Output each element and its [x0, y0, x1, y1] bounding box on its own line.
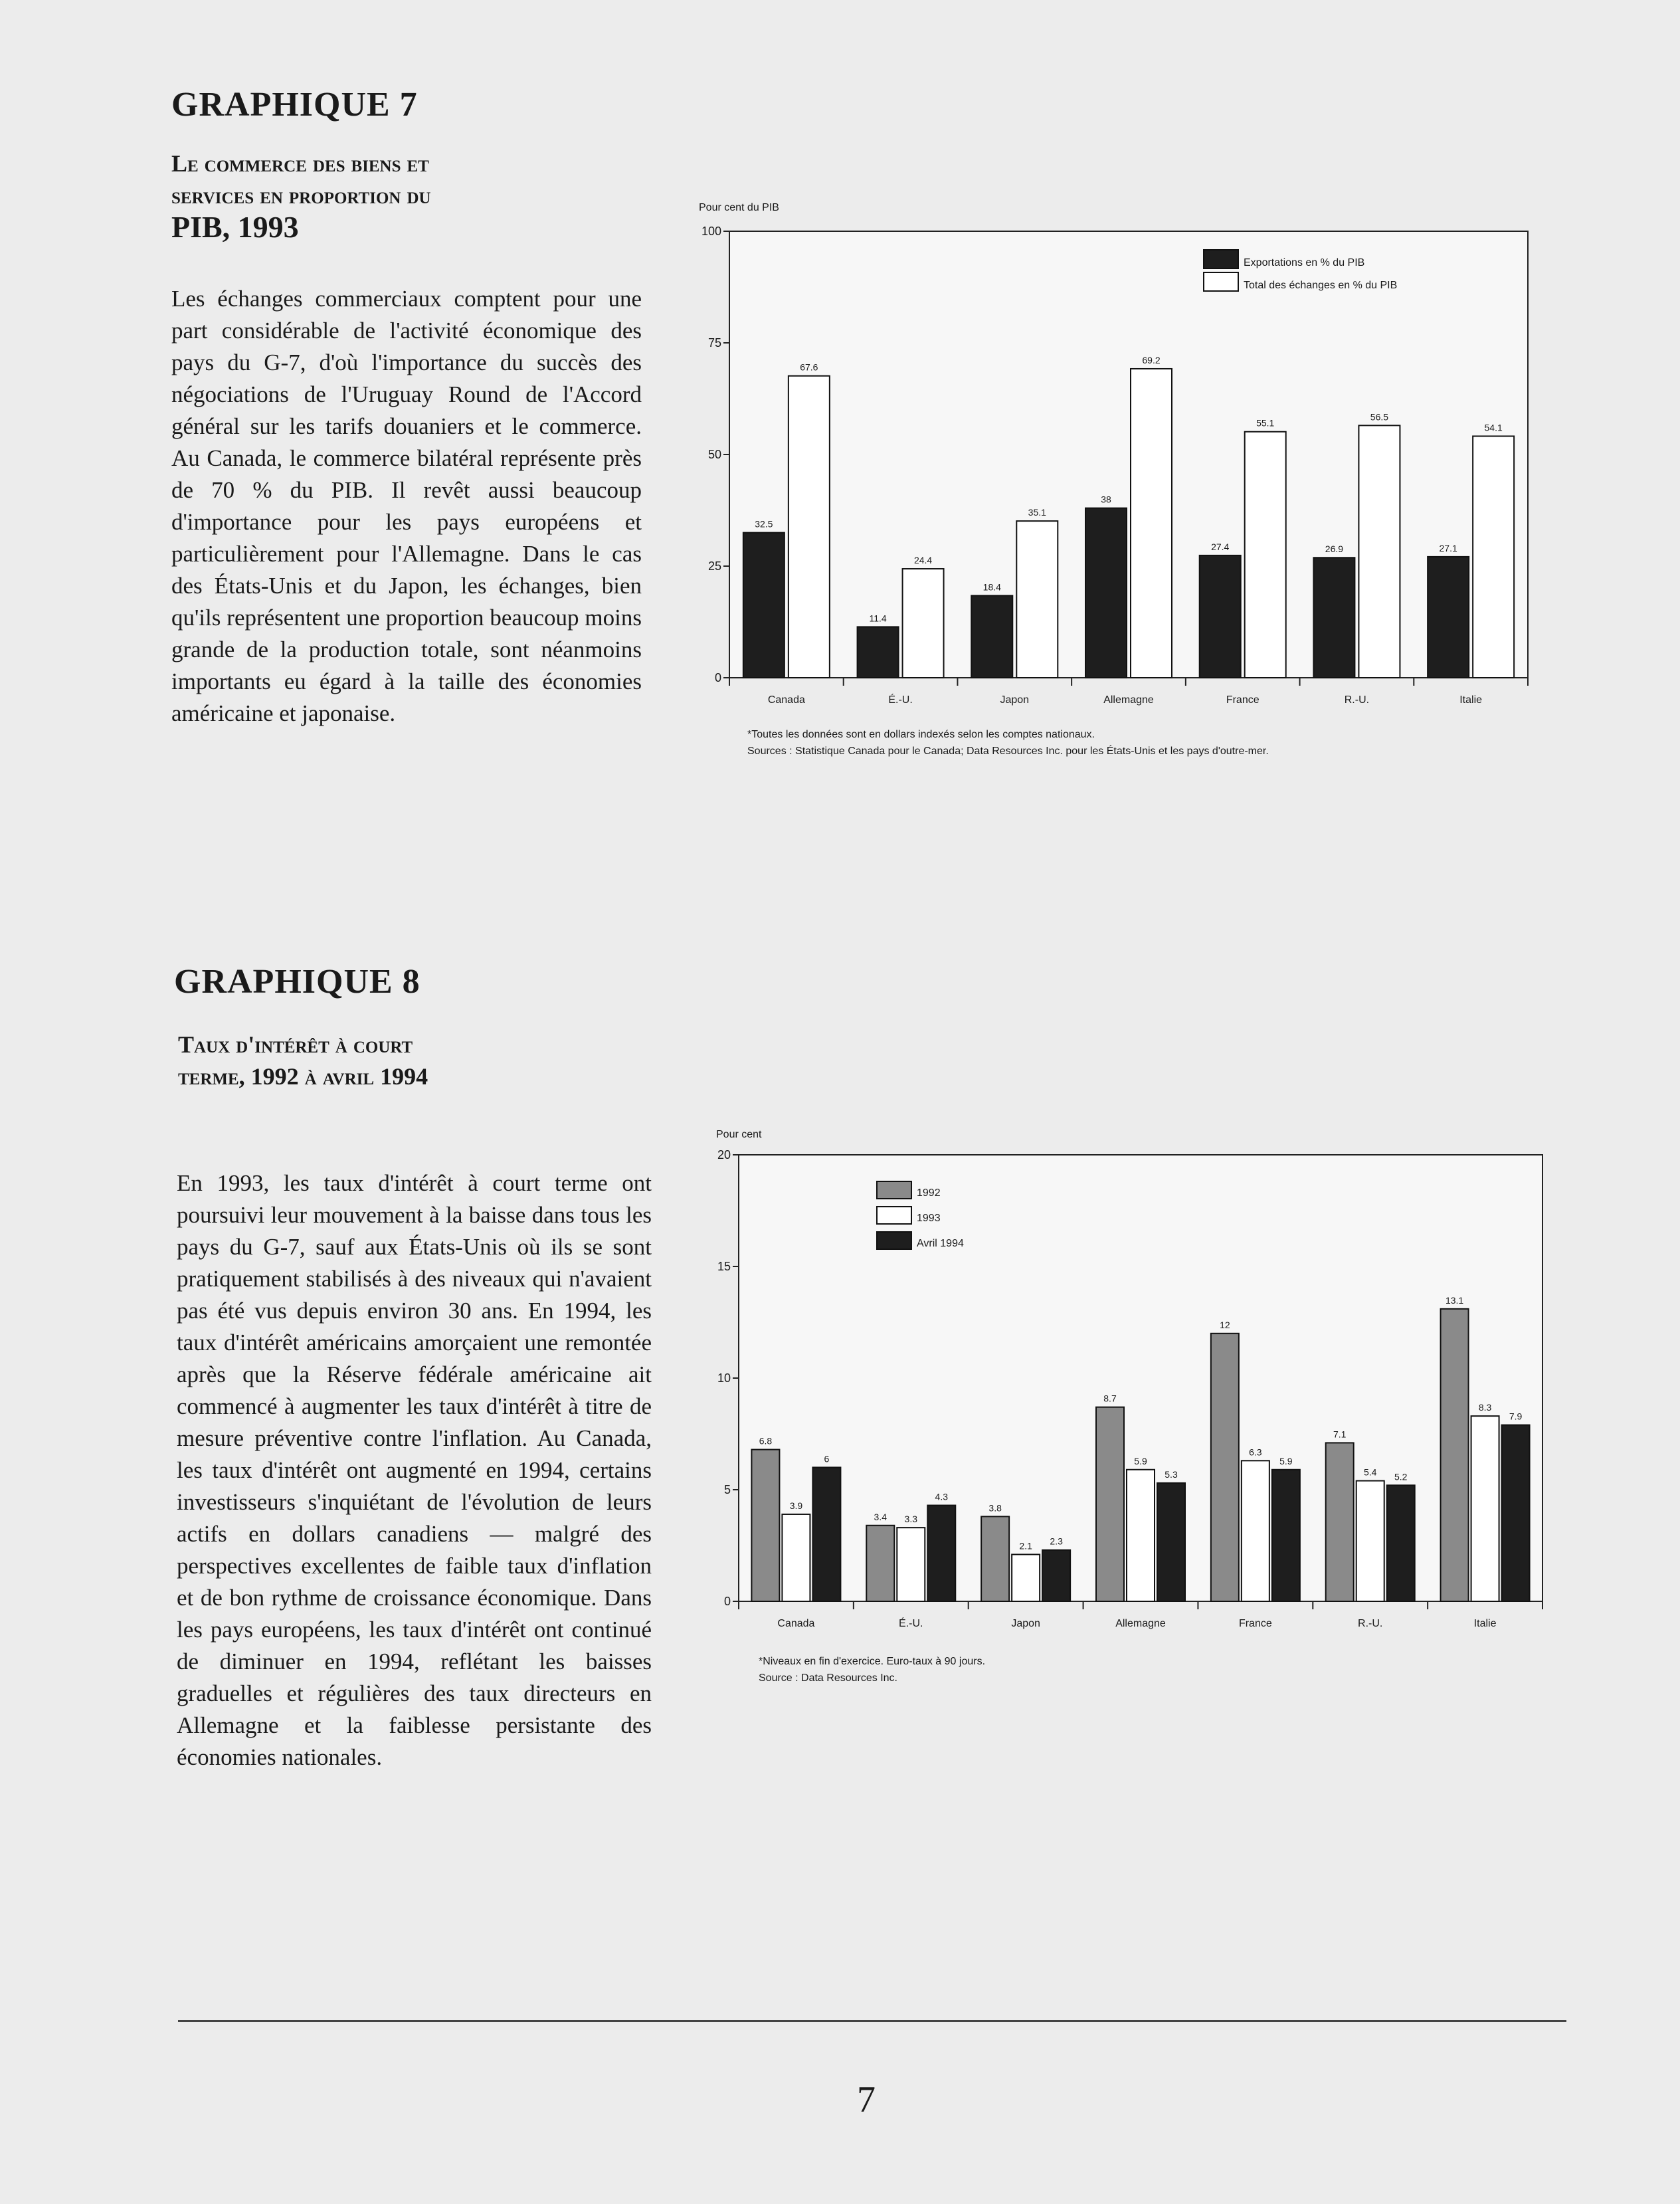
y-axis-label: Pour cent du PIB	[699, 202, 779, 213]
legend-label: Exportations en % du PIB	[1244, 257, 1365, 268]
x-tick-label: Japon	[1011, 1618, 1040, 1629]
x-tick-label: France	[1238, 1618, 1272, 1629]
legend-swatch	[877, 1181, 911, 1199]
data-label: 26.9	[1325, 544, 1344, 555]
data-label: 27.1	[1439, 542, 1457, 553]
section2-title: GRAPHIQUE 8	[174, 963, 420, 1001]
y-tick-label: 50	[707, 448, 721, 461]
bar	[1356, 1481, 1384, 1601]
bar	[1131, 369, 1172, 678]
subtitle-line: Le commerce des biens et	[171, 150, 429, 177]
legend-label: 1992	[917, 1187, 941, 1199]
y-tick-label: 10	[717, 1371, 731, 1385]
bar	[866, 1526, 894, 1601]
data-label: 8.7	[1103, 1393, 1117, 1404]
bar	[1016, 521, 1058, 678]
x-tick-label: Italie	[1459, 694, 1483, 706]
y-tick-label: 25	[707, 559, 721, 573]
data-label: 5.9	[1279, 1455, 1293, 1466]
data-label: 54.1	[1484, 422, 1503, 433]
subtitle-line: PIB, 1993	[171, 210, 299, 244]
plot-area	[717, 1148, 1542, 1629]
bar	[1096, 1407, 1124, 1601]
x-tick-label: Allemagne	[1115, 1618, 1166, 1629]
legend-label: Total des échanges en % du PIB	[1244, 280, 1398, 291]
chart-note: *Toutes les données sont en dollars indexés selon les comptes nationaux.	[747, 729, 1095, 740]
bar	[1358, 425, 1400, 678]
legend-label: 1993	[917, 1213, 941, 1224]
chart-source: Sources : Statistique Canada pour le Canada; Data Resources Inc. pour les États-Unis et les pays d'outre-mer.	[747, 746, 1269, 757]
x-tick-label: Allemagne	[1103, 694, 1154, 706]
y-tick-label: 100	[701, 225, 721, 238]
data-label: 5.2	[1394, 1471, 1408, 1482]
bar	[1085, 508, 1127, 678]
bar	[981, 1516, 1009, 1601]
bar	[1471, 1416, 1499, 1601]
chart-interest-rates	[684, 1123, 1548, 1721]
bar	[1245, 432, 1286, 678]
bar	[1441, 1309, 1469, 1601]
data-label: 69.2	[1142, 354, 1161, 365]
data-label: 67.6	[800, 361, 818, 373]
x-tick-label: Canada	[767, 694, 805, 706]
bar	[1012, 1554, 1040, 1601]
x-tick-label: É.-U.	[888, 694, 913, 706]
y-tick-label: 0	[714, 671, 721, 684]
data-label: 3.3	[904, 1514, 918, 1525]
bar	[812, 1467, 840, 1601]
y-tick-label: 75	[707, 336, 721, 350]
data-label: 5.4	[1363, 1466, 1377, 1478]
y-tick-label: 15	[717, 1260, 731, 1273]
section1-body: Les échanges commerciaux comptent pour une part considérable de l'activité économique des pays du G-7, d'où l'importance du succès des négociations de l'Uruguay Round de l'Accord général sur les tarifs douaniers et le commerce. Au Canada, le commerce bilatéral représente près de 70 % du PIB. Il revêt aussi beaucoup d'importance pour les pays européens et particulièrement pour l'Allemagne. Dans le cas des États-Unis et du Japon, les échanges, bien qu'ils représentent une proportion beaucoup moins grande de la production totale, sont néanmoins importants eu égard à la taille des économies américaine et japonaise.	[171, 286, 642, 726]
legend-swatch	[877, 1232, 911, 1249]
bar	[1428, 557, 1469, 678]
bar	[858, 627, 899, 678]
data-label: 32.5	[755, 518, 773, 530]
data-label: 11.4	[869, 613, 887, 624]
section2-body: En 1993, les taux d'intérêt à court terme ont poursuivi leur mouvement à la baisse dans tous les pays du G-7, sauf aux États-Unis où ils se sont pratiquement stabilisés à des niveaux qui n'avaient pas été vus depuis environ 30 ans. En 1994, les taux d'intérêt américains amorçaient une remontée après que la Réserve fédérale américaine ait commencé à augmenter les taux d'intérêt à titre de mesure préventive contre l'inflation. Au Canada, les taux d'intérêt ont augmenté en 1994, certains investisseurs s'inquiétant de l'évolution de leurs actifs en dollars canadiens — malgré des perspectives excellentes de faible taux d'inflation et de bon rythme de croissance économique. Dans les pays européens, les taux d'intérêt ont continué de diminuer en 1994, reflétant les baisses graduelles et régulières des taux directeurs en Allemagne et la faiblesse persistante des économies nationales.	[177, 1170, 652, 1770]
x-tick-label: France	[1226, 694, 1260, 706]
data-label: 3.9	[789, 1500, 803, 1511]
data-label: 35.1	[1028, 507, 1046, 518]
legend-swatch	[1204, 272, 1238, 291]
bar	[789, 376, 830, 678]
bar	[1157, 1483, 1185, 1601]
data-label: 27.4	[1211, 541, 1230, 552]
x-tick-label: R.-U.	[1344, 694, 1370, 706]
y-tick-label: 5	[723, 1483, 731, 1496]
bar	[1502, 1425, 1530, 1601]
bar	[1326, 1443, 1354, 1601]
bar	[1127, 1470, 1155, 1601]
x-tick-label: É.-U.	[899, 1618, 923, 1629]
legend-swatch	[1204, 250, 1238, 268]
data-label: 55.1	[1256, 417, 1275, 429]
bar	[927, 1506, 955, 1601]
subtitle-line: terme, 1992 à avril 1994	[178, 1063, 428, 1090]
y-axis-label: Pour cent	[716, 1129, 762, 1140]
bar	[1211, 1334, 1239, 1601]
data-label: 18.4	[982, 581, 1001, 593]
data-label: 2.3	[1050, 1536, 1063, 1547]
data-label: 24.4	[913, 555, 933, 566]
y-tick-label: 0	[723, 1595, 731, 1608]
section1-title: GRAPHIQUE 7	[171, 86, 418, 124]
data-label: 6.8	[759, 1435, 773, 1447]
chart-note: *Niveaux en fin d'exercice. Euro-taux à 90 jours.	[759, 1656, 986, 1667]
data-label: 5.3	[1165, 1468, 1178, 1480]
bar	[1473, 436, 1514, 678]
chart-trade-gdp	[684, 193, 1548, 791]
bar	[1272, 1470, 1300, 1601]
data-label: 5.9	[1134, 1455, 1147, 1466]
bar	[1242, 1460, 1269, 1601]
footer-rule	[178, 2020, 1566, 2022]
bar	[971, 595, 1012, 678]
legend-swatch	[877, 1207, 911, 1224]
bar	[751, 1450, 779, 1601]
legend-label: Avril 1994	[917, 1238, 964, 1249]
data-label: 8.3	[1478, 1402, 1492, 1413]
data-label: 12	[1220, 1319, 1230, 1330]
x-tick-label: Japon	[1000, 694, 1030, 706]
data-label: 3.8	[988, 1502, 1002, 1514]
x-tick-label: Canada	[777, 1618, 815, 1629]
bar	[903, 569, 944, 678]
plot-area	[701, 225, 1528, 706]
bar	[1313, 557, 1354, 678]
page-number: 7	[857, 2079, 876, 2120]
data-label: 38	[1101, 494, 1111, 505]
data-label: 7.9	[1509, 1411, 1523, 1422]
data-label: 6	[824, 1453, 830, 1464]
y-tick-label: 20	[717, 1148, 731, 1161]
section2-subtitle	[178, 1029, 428, 1092]
bar	[782, 1514, 810, 1601]
data-label: 56.5	[1370, 411, 1389, 423]
data-label: 4.3	[935, 1491, 949, 1502]
subtitle-line: Taux d'intérêt à court	[178, 1031, 413, 1058]
x-tick-label: Italie	[1473, 1618, 1497, 1629]
data-label: 3.4	[874, 1511, 887, 1522]
section1-subtitle	[171, 148, 431, 245]
chart-source: Source : Data Resources Inc.	[759, 1672, 897, 1684]
data-label: 7.1	[1333, 1429, 1347, 1440]
bar	[897, 1528, 925, 1601]
data-label: 13.1	[1445, 1294, 1464, 1306]
data-label: 2.1	[1019, 1540, 1032, 1552]
bar	[1042, 1550, 1070, 1601]
x-tick-label: R.-U.	[1358, 1618, 1383, 1629]
bar	[1387, 1485, 1415, 1601]
bar	[1200, 555, 1241, 678]
bar	[743, 533, 785, 678]
plot-frame	[729, 231, 1528, 678]
subtitle-line: services en proportion du	[171, 182, 431, 209]
data-label: 6.3	[1249, 1447, 1262, 1458]
